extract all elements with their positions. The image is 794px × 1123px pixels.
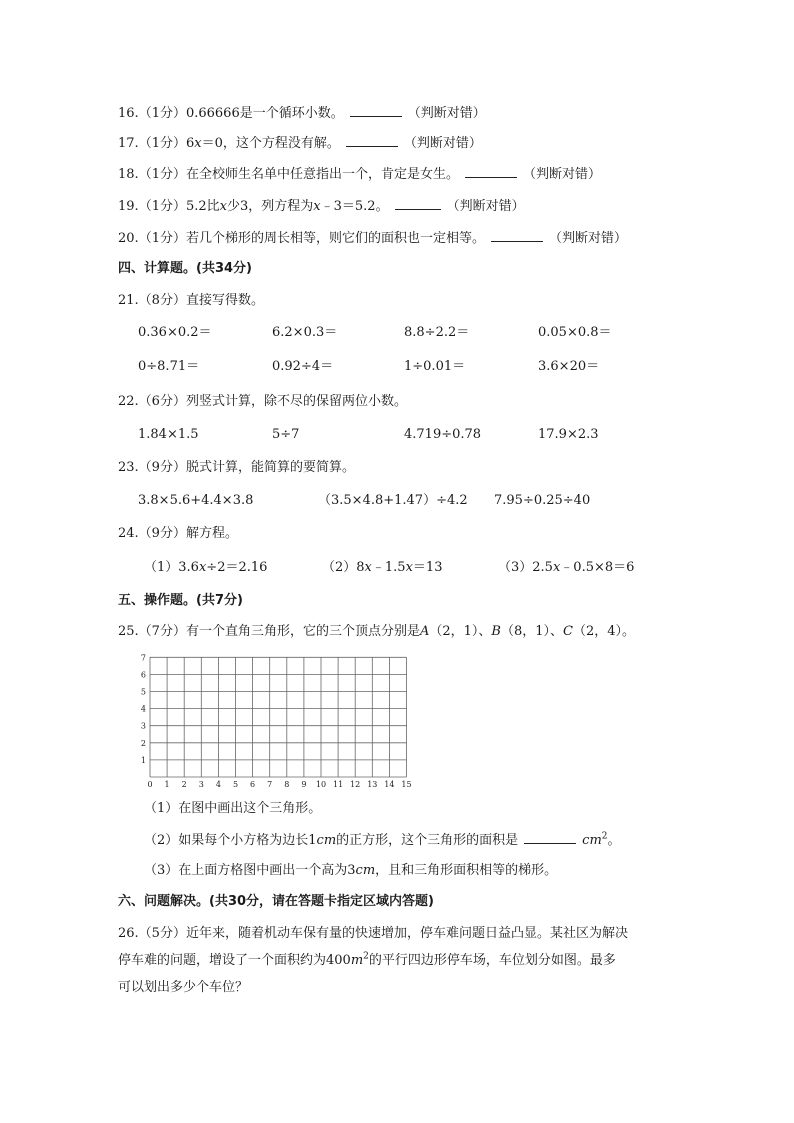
question-20: [118, 229, 627, 248]
q25-part-3: [144, 862, 557, 880]
q25-p2-text-c: 。: [607, 833, 621, 848]
q17-text-post: ＝0，这个方程没有解。: [201, 136, 340, 151]
q25-point-c: C: [563, 624, 573, 639]
q22-heading: 22.（6分）列竖式计算，除不尽的保留两位小数。: [118, 394, 407, 409]
q17-variable: x: [194, 136, 202, 151]
q24-equation-3: [498, 559, 634, 577]
q21-item-1: 0.36×0.2＝: [138, 325, 212, 340]
q18-number: 18.: [118, 167, 139, 182]
q26-exponent: 2: [363, 951, 369, 962]
q24-e1-part-b: ÷2＝2.16: [206, 560, 268, 575]
q18-text: 在全校师生名单中任意指出一个，肯定是女生。: [185, 167, 459, 182]
q26-line-2: [118, 947, 688, 974]
q26-line-3: 可以划出多少个车位？: [118, 980, 249, 995]
grid-x-label: 15: [401, 780, 412, 789]
q23-item-2: （3.5×4.8+1.47）÷4.2: [318, 493, 468, 508]
grid-x-label: 9: [301, 780, 307, 789]
q19-text-pre: 5.2比: [185, 199, 220, 214]
q24-e1-part-a: （1）3.6: [144, 560, 199, 575]
grid-x-label: 4: [215, 780, 221, 789]
q18-score: （1分）: [138, 167, 186, 182]
grid-y-label: 5: [140, 687, 146, 697]
question-17: [118, 134, 482, 153]
grid-x-label: 7: [267, 780, 273, 789]
grid-x-label: 2: [181, 780, 187, 789]
q26-text: [118, 920, 688, 1001]
q20-text: 若几个梯形的周长相等，则它们的面积也一定相等。: [185, 231, 485, 246]
coordinate-grid[interactable]: [136, 646, 426, 792]
grid-x-label: 14: [384, 780, 395, 789]
q25-p2-text-a: （2）如果每个小方格为边长1: [144, 833, 317, 848]
q25-part-1: （1）在图中画出这个三角形。: [144, 801, 322, 816]
q25-area-blank[interactable]: [524, 831, 576, 844]
grid-lines: [150, 657, 407, 777]
grid-x-label: 11: [333, 780, 344, 789]
grid-x-label: 5: [232, 780, 239, 789]
section-4-heading: 四、计算题。(共34分): [118, 261, 252, 276]
q16-score: （1分）: [138, 106, 186, 121]
question-16: [118, 104, 486, 123]
q21-item-8: 3.6×20＝: [538, 359, 600, 374]
q23-heading: 23.（9分）脱式计算，能简算的要简算。: [118, 460, 355, 475]
q22-item-2: 5÷7: [272, 427, 300, 442]
q21-item-2: 6.2×0.3＝: [272, 325, 338, 340]
grid-y-label: 7: [140, 653, 146, 663]
q20-suffix: （判断对错）: [548, 231, 627, 246]
grid-x-label: 6: [250, 780, 256, 789]
q24-e2-variable: x: [364, 560, 372, 575]
grid-x-label: 1: [164, 780, 170, 789]
grid-x-label: 0: [147, 780, 153, 789]
grid-y-label: 3: [140, 721, 146, 731]
grid-x-label: 12: [350, 780, 361, 789]
q20-number: 20.: [118, 231, 139, 246]
q25-p2-exponent: 2: [601, 831, 608, 842]
q25-point-b: B: [491, 624, 501, 639]
q23-item-1: 3.8×5.6+4.4×3.8: [138, 493, 254, 508]
q25-p2-unit: cm: [316, 833, 337, 848]
q21-item-4: 0.05×0.8＝: [538, 325, 612, 340]
grid-x-label: 3: [198, 780, 204, 789]
q24-e3-part-a: （3）2.5: [498, 560, 553, 575]
question-19: [118, 197, 525, 216]
q24-e2-part-b: ﹣1.5: [371, 560, 406, 575]
q19-text-post: ﹣3＝5.2。: [320, 199, 389, 214]
q24-equation-1: [144, 559, 267, 577]
q25-point-a: A: [419, 624, 430, 639]
q17-suffix: （判断对错）: [403, 136, 482, 151]
q19-variable-2: x: [313, 199, 321, 214]
q18-answer-blank[interactable]: [465, 165, 517, 178]
grid-x-labels: [147, 780, 411, 789]
q25-p3-unit: cm: [355, 863, 376, 878]
q24-e2-variable-2: x: [405, 560, 413, 575]
section-6-heading: 六、问题解决。(共30分，请在答题卡指定区域内答题): [118, 894, 434, 909]
q17-answer-blank[interactable]: [346, 134, 398, 147]
q19-answer-blank[interactable]: [395, 197, 441, 210]
q24-e1-variable: x: [198, 560, 207, 575]
q25-text: 25.（7分）有一个直角三角形，它的三个顶点分别是: [118, 624, 420, 639]
q17-text-pre: 6: [185, 136, 195, 151]
q25-p2-text-b: 的正方形，这个三角形的面积是: [336, 833, 519, 848]
q26-line-2b: 的平行四边形停车场，车位划分如图。最多: [368, 953, 616, 968]
grid-x-label: 10: [315, 780, 327, 789]
q25-coord-a: （2，1）、: [429, 624, 492, 639]
grid-y-label: 6: [140, 670, 146, 680]
q25-part-2: [144, 831, 621, 850]
q19-number: 19.: [118, 199, 139, 214]
q16-suffix: （判断对错）: [407, 106, 486, 121]
q26-unit: m: [350, 953, 364, 968]
question-18: [118, 165, 601, 184]
q25-coord-b: （8，1）、: [500, 624, 563, 639]
q18-suffix: （判断对错）: [522, 167, 601, 182]
q21-item-5: 0÷8.71＝: [138, 359, 200, 374]
q19-score: （1分）: [138, 199, 186, 214]
section-5-heading: 五、操作题。(共7分): [118, 593, 243, 608]
q26-line-2a: 停车难的问题，增设了一个面积约为400: [118, 953, 351, 968]
q24-heading: 24.（9分）解方程。: [118, 526, 238, 541]
q17-score: （1分）: [138, 136, 186, 151]
q24-e3-variable: x: [552, 560, 561, 575]
q25-p3-text-a: （3）在上面方格图中画出一个高为3: [144, 863, 356, 878]
q20-answer-blank[interactable]: [491, 229, 543, 242]
q21-item-3: 8.8÷2.2＝: [404, 325, 470, 340]
q25-heading: [118, 623, 635, 641]
q16-number: 16.: [118, 106, 139, 121]
q26-line-1: 26.（5分）近年来，随着机动车保有量的快速增加，停车难问题日益凸显。某社区为解决: [118, 926, 628, 941]
q24-e3-part-b: ﹣0.5×8＝6: [560, 560, 635, 575]
q21-item-7: 1÷0.01＝: [404, 359, 466, 374]
q24-equation-2: [322, 559, 442, 577]
q25-p3-text-b: ，且和三角形面积相等的梯形。: [375, 863, 558, 878]
q21-heading: 21.（8分）直接写得数。: [118, 293, 264, 308]
q22-item-1: 1.84×1.5: [138, 427, 199, 442]
q25-coord-c: （2，4）。: [572, 624, 635, 639]
q16-text: 0.66666是一个循环小数。: [185, 106, 344, 121]
grid-y-label: 2: [140, 738, 146, 748]
grid-y-labels: [141, 653, 146, 765]
q21-item-6: 0.92÷4＝: [272, 359, 334, 374]
grid-y-label: 4: [140, 704, 146, 714]
q19-variable: x: [219, 199, 227, 214]
q19-suffix: （判断对错）: [446, 199, 525, 214]
q22-item-4: 17.9×2.3: [538, 427, 599, 442]
q16-answer-blank[interactable]: [350, 104, 402, 117]
q19-text-mid: 少3，列方程为: [227, 199, 314, 214]
q17-number: 17.: [118, 136, 139, 151]
q24-e2-part-c: ＝13: [412, 560, 443, 575]
q22-item-3: 4.719÷0.78: [404, 427, 482, 442]
grid-x-label: 13: [367, 780, 378, 789]
grid-y-label: 1: [140, 755, 146, 765]
grid-x-label: 8: [284, 780, 290, 789]
q24-e2-part-a: （2）8: [322, 560, 365, 575]
q23-item-3: 7.95÷0.25÷40: [494, 493, 591, 508]
q25-p2-unit-2: cm: [582, 833, 602, 848]
q20-score: （1分）: [138, 231, 186, 246]
